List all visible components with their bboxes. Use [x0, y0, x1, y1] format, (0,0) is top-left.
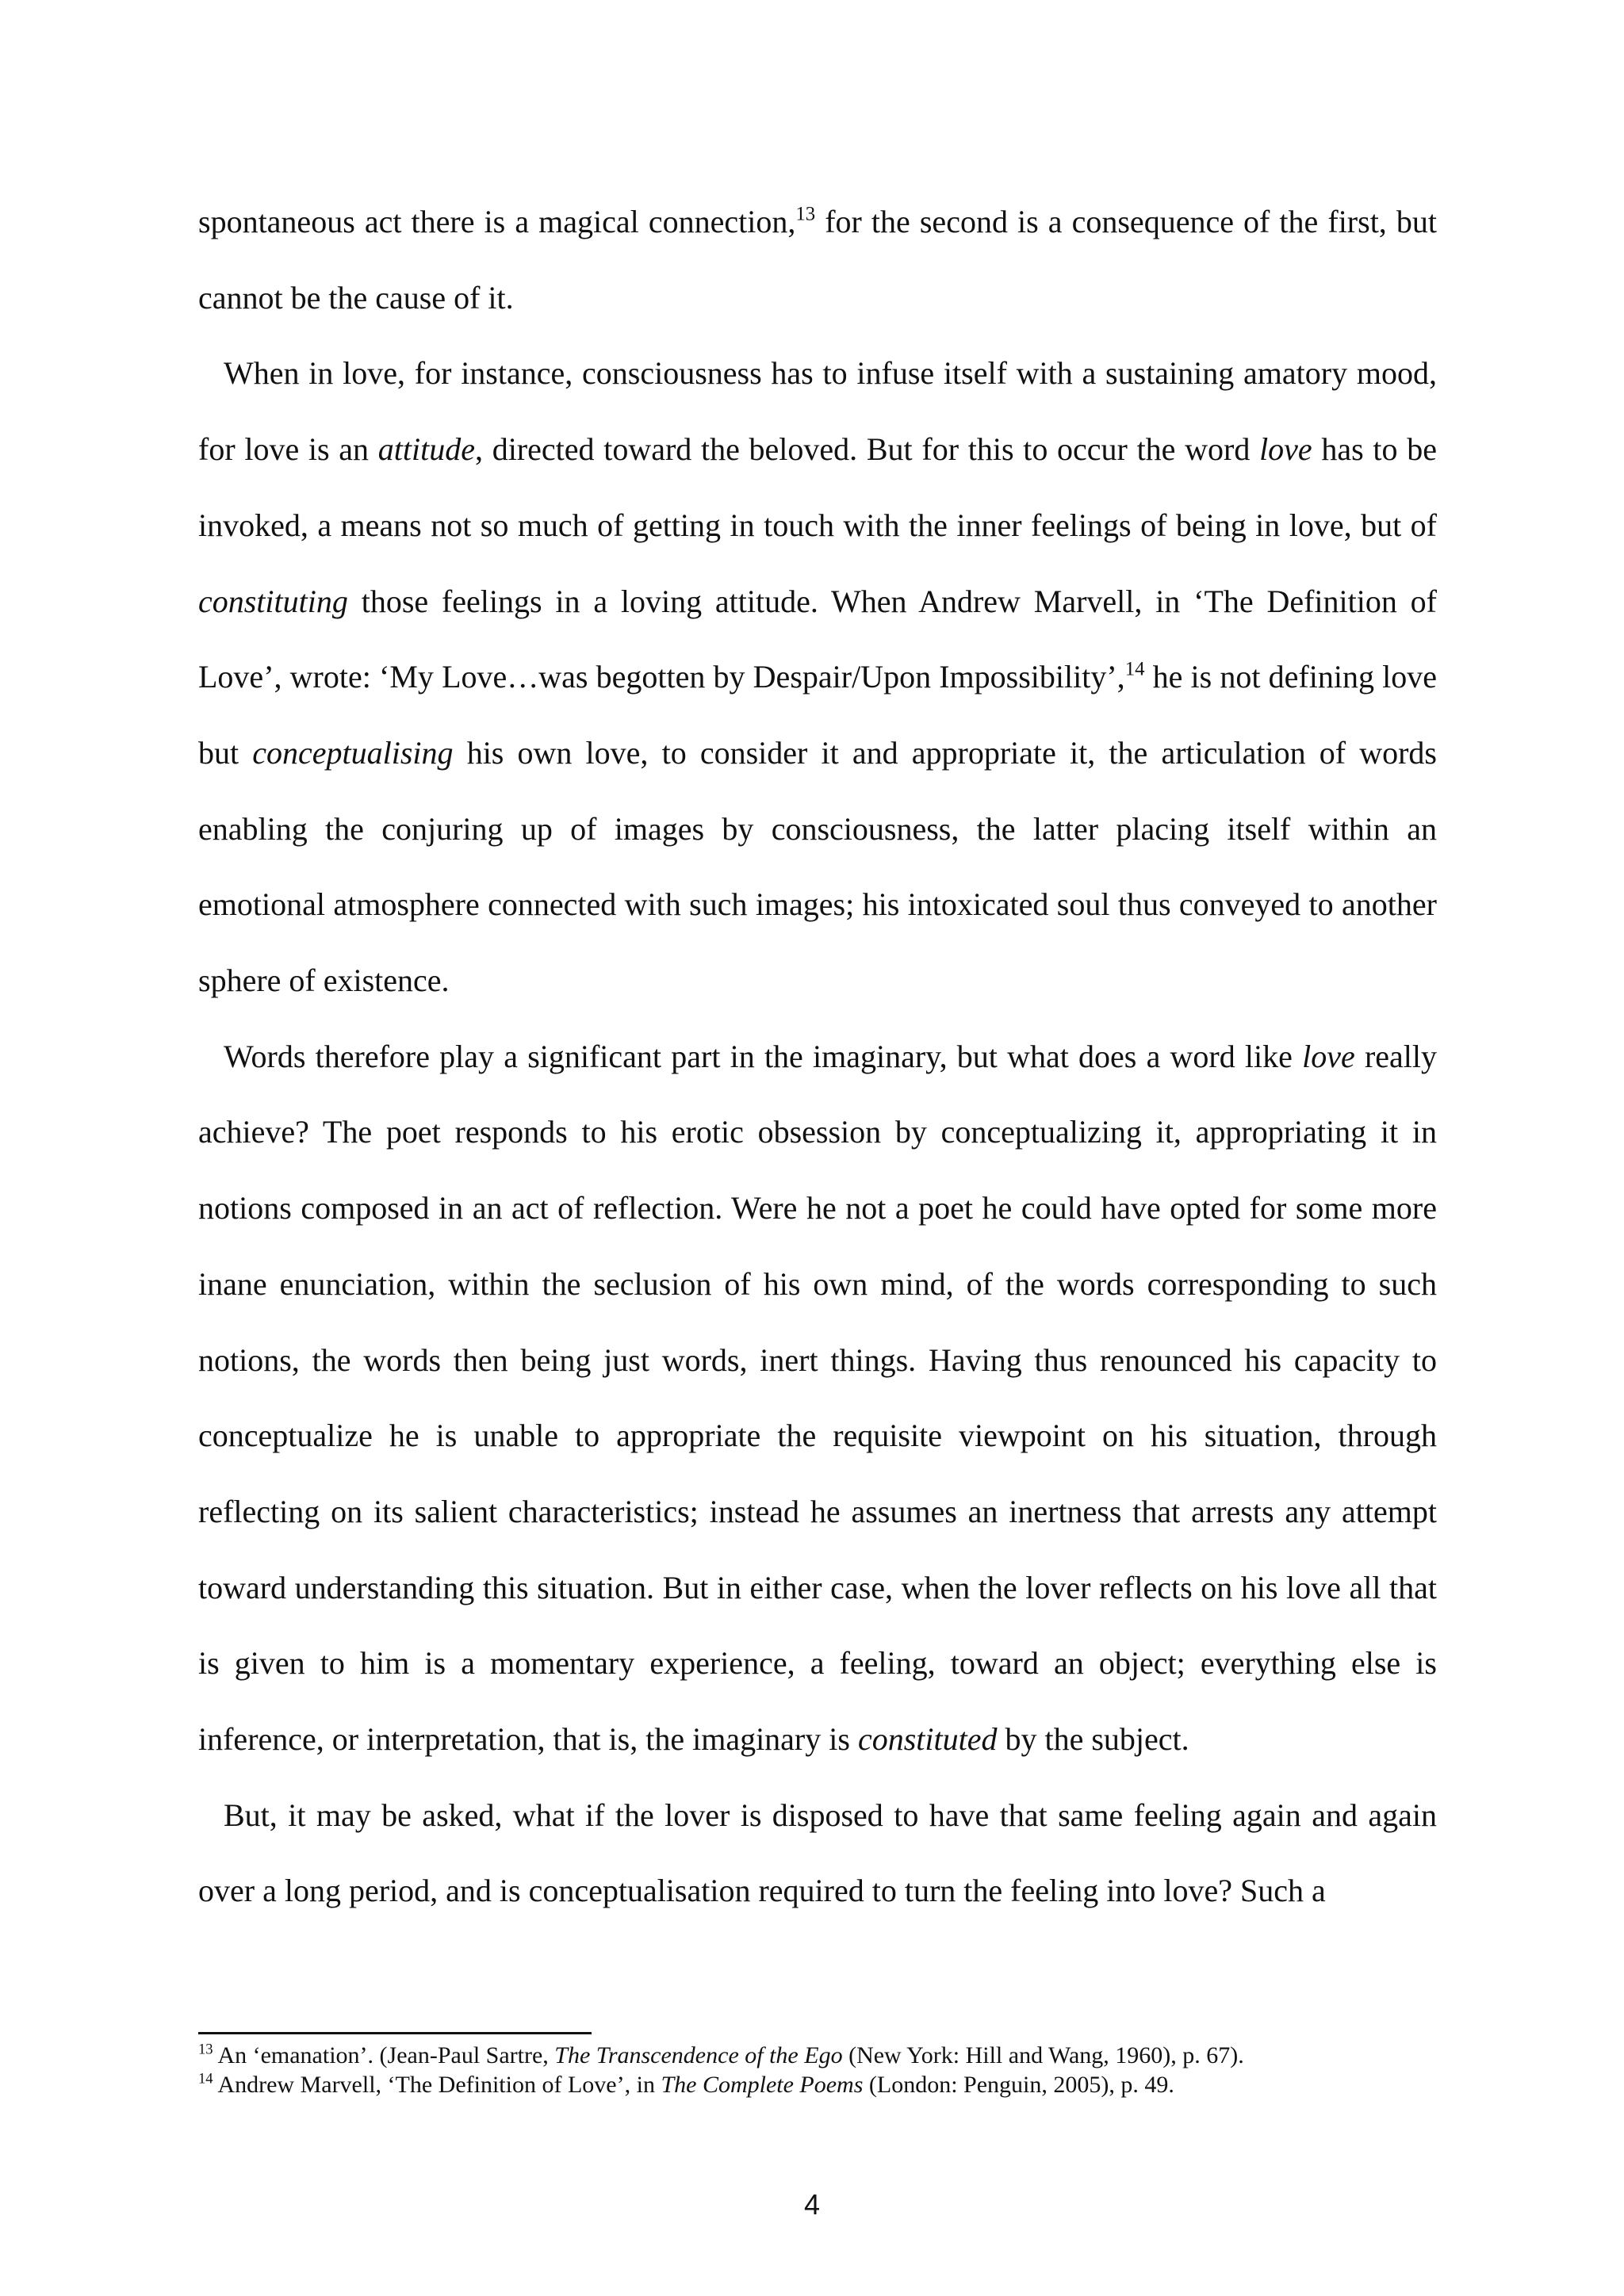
paragraph — [198, 1777, 1437, 1929]
text-run: his own love, to consider it and appropriate it, the articulation of words enabling the conjuring up of images by consciousness, the latter placing itself within an emotional atmosphere connected with such images; his intoxicated soul thus conveyed to another sphere of existence. — [198, 734, 1437, 999]
text-run: for the second is a consequence of the first, but cannot be the cause of it. — [198, 204, 1438, 316]
text-run: Words therefore play a significant part in the imaginary, but what does a word like — [224, 1038, 1303, 1074]
paragraph — [198, 184, 1437, 335]
text-run: But, it may be asked, what if the lover is disposed to have that same feeling again and again over a long period, and is conceptualisation required to turn the feeling into love? Such a — [198, 1797, 1437, 1909]
text-run: he is not defining love but — [198, 659, 1437, 771]
italic-text: constituting — [198, 583, 348, 619]
italic-text: love — [1302, 1038, 1355, 1074]
footnote-marker: 14 — [1124, 658, 1145, 680]
italic-text: attitude — [377, 431, 475, 468]
text-run: has to be invoked, a means not so much of getting in touch with the inner feelings of being in love, but of — [198, 431, 1437, 543]
footnote-marker: 13 — [795, 203, 816, 225]
footnote — [198, 2070, 1467, 2099]
text-run: really achieve? The poet responds to his erotic obsession by conceptualizing it, appropriating it in notions composed in an act of reflection. Were he not a poet he could have opted for some more inane enunciation, within the seclusion of his own mind, of the words corresponding to such notions, the words then being just words, inert things. Having thus renounced his capacity to conceptualize he is unable to appropriate the requisite viewpoint on his situation, through reflecting on its salient characteristics; instead he assumes an inertness that arrests any attempt toward understanding this situation. But in either case, when the lover reflects on his love all that is given to him is a momentary experience, a feeling, toward an object; everything else is inference, or interpretation, that is, the imaginary is — [198, 1038, 1438, 1758]
text-run: those feelings in a loving attitude. When Andrew Marvell, in ‘The Definition of Love’, wrote: ‘My Love…was begotten by Despair/Upon Impossibility’, — [198, 583, 1437, 695]
page-number: 4 — [803, 2188, 821, 2221]
footnote — [198, 2041, 1467, 2070]
text-run: (New York: Hill and Wang, 1960), p. 67). — [842, 2042, 1244, 2068]
footnote-marker: 13 — [198, 2041, 213, 2058]
footnote-marker: 14 — [198, 2070, 213, 2087]
footnotes — [198, 2041, 1467, 2099]
body-text — [198, 184, 1437, 1929]
italic-text: love — [1259, 431, 1312, 468]
footnote-separator — [198, 2032, 592, 2034]
paragraph — [198, 335, 1437, 1018]
italic-text: conceptualising — [252, 734, 454, 771]
italic-text: The Complete Poems — [661, 2072, 864, 2098]
paragraph — [198, 1019, 1437, 1777]
text-run: (London: Penguin, 2005), p. 49. — [863, 2072, 1174, 2098]
italic-text: The Transcendence of the Ego — [554, 2042, 843, 2068]
text-run: An ‘emanation’. (Jean-Paul Sartre, — [213, 2042, 555, 2068]
text-run: When in love, for instance, consciousness has to infuse itself with a sustaining amatory mood, for love is an — [198, 355, 1437, 468]
text-run: , directed toward the beloved. But for this to occur the word — [474, 431, 1260, 468]
text-run: by the subject. — [997, 1721, 1189, 1758]
italic-text: constituted — [857, 1721, 998, 1758]
text-run: Andrew Marvell, ‘The Definition of Love’, in — [213, 2072, 661, 2098]
text-run: spontaneous act there is a magical connection, — [198, 204, 796, 239]
